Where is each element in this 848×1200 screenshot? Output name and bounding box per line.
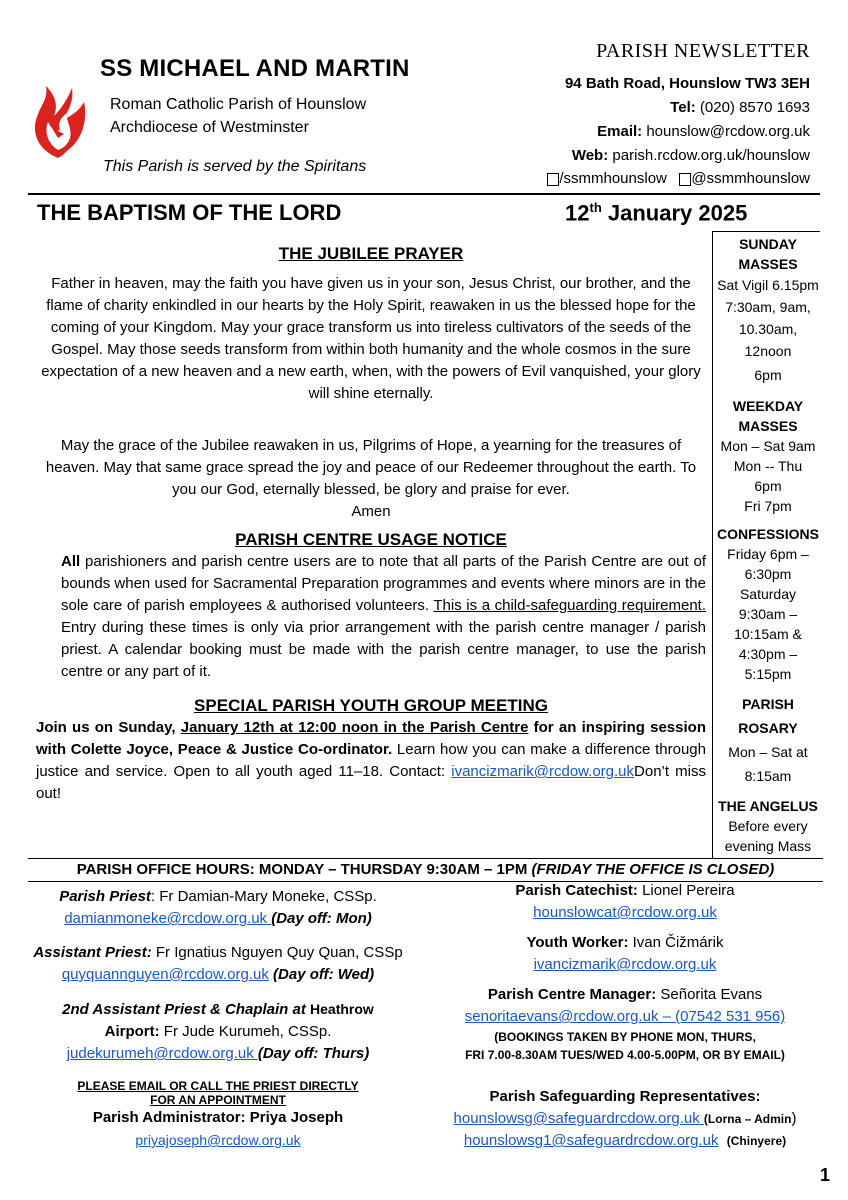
bookings-note: FRI 7.00-8.30AM TUES/WED 4.00-5.00PM, OR BY EMAIL) xyxy=(465,1048,785,1062)
confession-time: 10:15am & xyxy=(734,626,802,642)
jubilee-prayer-title: THE JUBILEE PRAYER xyxy=(278,244,464,263)
youth-meeting-title: SPECIAL PARISH YOUTH GROUP MEETING xyxy=(194,696,548,715)
sunday-masses-heading: SUNDAY MASSES xyxy=(738,236,798,272)
confession-time: 4:30pm – xyxy=(738,646,798,662)
youth-meeting-body: Join us on Sunday, January 12th at 12:00 noon in the Parish Centre for an inspiring session with Colette Joyce, Peace & Justice Co-ordinator. Learn how you can make a difference through justice and service. Open to all youth aged 11–18. Contact: ivancizmarik@rcdow.org.ukDon’t miss out! xyxy=(36,719,706,802)
parish-priest: Parish Priest: Fr Damian-Mary Moneke, CSSp. xyxy=(59,888,377,905)
weekday-time: Fri 7pm xyxy=(744,498,792,514)
safeguarding-rep-2: hounslowsg1@safeguardrcdow.org.uk (Chinyere) xyxy=(463,1132,787,1149)
appointment-note: PLEASE EMAIL OR CALL THE PRIEST DIRECTLY xyxy=(77,1079,359,1093)
mass-times-sidebar xyxy=(713,234,823,856)
bookings-note: (BOOKINGS TAKEN BY PHONE MON, THURS, xyxy=(494,1030,756,1044)
weekday-masses-heading: WEEKDAY xyxy=(732,398,804,414)
angelus-time: Before every xyxy=(728,818,808,834)
feast-title: THE BAPTISM OF THE LORD xyxy=(37,200,342,225)
parish-subtitle: Roman Catholic Parish of Hounslow xyxy=(110,96,367,113)
confession-time: 5:15pm xyxy=(744,666,792,682)
weekday-time: Mon – Sat 9am xyxy=(720,438,816,454)
rosary-heading: ROSARY xyxy=(738,720,798,736)
centre-notice-title: PARISH CENTRE USAGE NOTICE xyxy=(235,530,507,549)
safeguarding-title: Parish Safeguarding Representatives: xyxy=(489,1088,761,1105)
sunday-time: 6pm xyxy=(754,367,782,383)
archdiocese: Archdiocese of Westminster xyxy=(110,119,309,136)
staff-contacts xyxy=(420,880,830,1152)
social-links xyxy=(547,170,810,187)
parish-name: SS MICHAEL AND MARTIN xyxy=(100,55,410,82)
flame-dove-logo-icon xyxy=(28,80,90,160)
newsletter-label: PARISH NEWSLETTER xyxy=(596,40,810,62)
facebook-handle[interactable]: /ssmmhounslow xyxy=(559,170,667,187)
sunday-time: 7:30am, 9am, xyxy=(725,299,811,315)
twitter-handle[interactable]: @ssmmhounslow xyxy=(691,170,810,187)
assistant-priest-email[interactable]: quyquannguyen@rcdow.org.uk xyxy=(61,966,269,983)
confessions-heading: CONFESSIONS xyxy=(717,526,819,542)
sunday-time: 12noon xyxy=(744,343,792,359)
website[interactable]: Web: parish.rcdow.org.uk/hounslow xyxy=(571,147,810,164)
confession-time: Friday 6pm – xyxy=(727,546,809,562)
safeguarding-rep-1: hounslowsg@safeguardrcdow.org.uk (Lorna – Admin) xyxy=(453,1110,797,1127)
jubilee-prayer-para-2: May the grace of the Jubilee reawaken in us, Pilgrims of Hope, a yearning for the treasures of heaven. May that same grace spread the joy and peace of our Redeemer throughout the earth. To you our God, eternally blessed, be glory and praise for ever. xyxy=(45,437,697,498)
rosary-time: Mon – Sat at xyxy=(728,744,808,760)
second-assistant-priest-contact: judekurumeh@rcdow.org.uk (Day off: Thurs) xyxy=(66,1045,370,1062)
safeguarding-email-2[interactable]: hounslowsg1@safeguardrcdow.org.uk xyxy=(463,1132,719,1149)
title-divider xyxy=(28,193,820,195)
rosary-heading: PARISH xyxy=(742,696,794,712)
served-by: This Parish is served by the Spiritans xyxy=(103,158,367,175)
sunday-time: 10.30am, xyxy=(738,321,798,337)
second-assistant-priest-email[interactable]: judekurumeh@rcdow.org.uk xyxy=(66,1045,258,1062)
catechist-email[interactable]: hounslowcat@rcdow.org.uk xyxy=(533,904,717,921)
centre-manager: Parish Centre Manager: Señorita Evans xyxy=(487,986,763,1003)
angelus-heading: THE ANGELUS xyxy=(718,798,818,814)
safeguarding-email-1[interactable]: hounslowsg@safeguardrcdow.org.uk xyxy=(453,1110,704,1127)
sunday-time: Sat Vigil 6.15pm xyxy=(717,277,819,293)
angelus-time: evening Mass xyxy=(724,838,812,854)
appointment-note: FOR AN APPOINTMENT xyxy=(150,1093,286,1107)
twitter-icon xyxy=(679,173,691,186)
clergy-contacts xyxy=(28,886,408,1151)
youth-worker-email[interactable]: ivancizmarik@rcdow.org.uk xyxy=(533,956,717,973)
confession-time: 6:30pm xyxy=(744,566,792,582)
centre-manager-email[interactable]: senoritaevans@rcdow.org.uk – (07542 531 956) xyxy=(464,1008,786,1025)
sidebar-top-border xyxy=(712,231,820,232)
main-content xyxy=(36,243,706,805)
page-number: 1 xyxy=(819,1165,830,1185)
email-contact[interactable]: Email: hounslow@rcdow.org.uk xyxy=(597,123,810,140)
second-assistant-priest-name: Airport: Fr Jude Kurumeh, CSSp. xyxy=(104,1023,332,1040)
weekday-time: 6pm xyxy=(754,478,782,494)
parish-priest-email[interactable]: damianmoneke@rcdow.org.uk xyxy=(64,910,272,927)
issue-date: 12th January 2025 xyxy=(565,200,748,226)
rosary-time: 8:15am xyxy=(744,768,792,784)
centre-notice-body: All parishioners and parish centre users are to note that all parts of the Parish Centre are out of bounds when used for Sacramental Preparation programmes and events where minors are in the sole care of parish employees & authorised volunteers. This is a child-safeguarding requirement. Entry during these times is only via prior arrangement with the parish centre manager / parish priest. A calendar booking must be made with the parish centre manager, to use the parish centre or any part of it. xyxy=(61,553,706,680)
office-hours-bar: PARISH OFFICE HOURS: MONDAY – THURSDAY 9:30AM – 1PM (FRIDAY THE OFFICE IS CLOSED) xyxy=(28,858,823,882)
assistant-priest: Assistant Priest: Fr Ignatius Nguyen Quy Quan, CSSp xyxy=(33,944,403,961)
confession-time: Saturday xyxy=(739,586,797,602)
jubilee-prayer-amen: Amen xyxy=(351,503,391,520)
youth-contact-email[interactable]: ivancizmarik@rcdow.org.uk xyxy=(451,763,635,780)
catechist: Parish Catechist: Lionel Pereira xyxy=(515,882,735,899)
second-assistant-priest: 2nd Assistant Priest & Chaplain at Heathrow xyxy=(62,1001,374,1018)
confession-time: 9:30am – xyxy=(738,606,798,622)
weekday-time: Mon -- Thu xyxy=(733,458,803,474)
address: 94 Bath Road, Hounslow TW3 3EH xyxy=(564,75,810,92)
weekday-masses-heading: MASSES xyxy=(738,418,798,434)
parish-administrator: Parish Administrator: Priya Joseph xyxy=(92,1109,344,1126)
telephone: Tel: (020) 8570 1693 xyxy=(670,99,810,116)
facebook-icon xyxy=(547,173,559,186)
youth-worker: Youth Worker: Ivan Čižmárik xyxy=(526,934,724,951)
administrator-email[interactable]: priyajoseph@rcdow.org.uk xyxy=(135,1132,301,1148)
jubilee-prayer-para-1: Father in heaven, may the faith you have given us in your son, Jesus Christ, our brother, and the flame of charity enkindled in our hearts by the Holy Spirit, reawaken in us the blessed hope for the coming of your Kingdom. May your grace transform us into tireless cultivators of the seeds of the Gospel. May those seeds transform from within both humanity and the whole cosmos in the sure expectation of a new heaven and a new earth, when, with the powers of Evil vanquished, your glory will shine eternally. xyxy=(41,275,701,402)
assistant-priest-contact: quyquannguyen@rcdow.org.uk (Day off: Wed) xyxy=(61,966,375,983)
parish-priest-contact: damianmoneke@rcdow.org.uk (Day off: Mon) xyxy=(64,910,372,927)
